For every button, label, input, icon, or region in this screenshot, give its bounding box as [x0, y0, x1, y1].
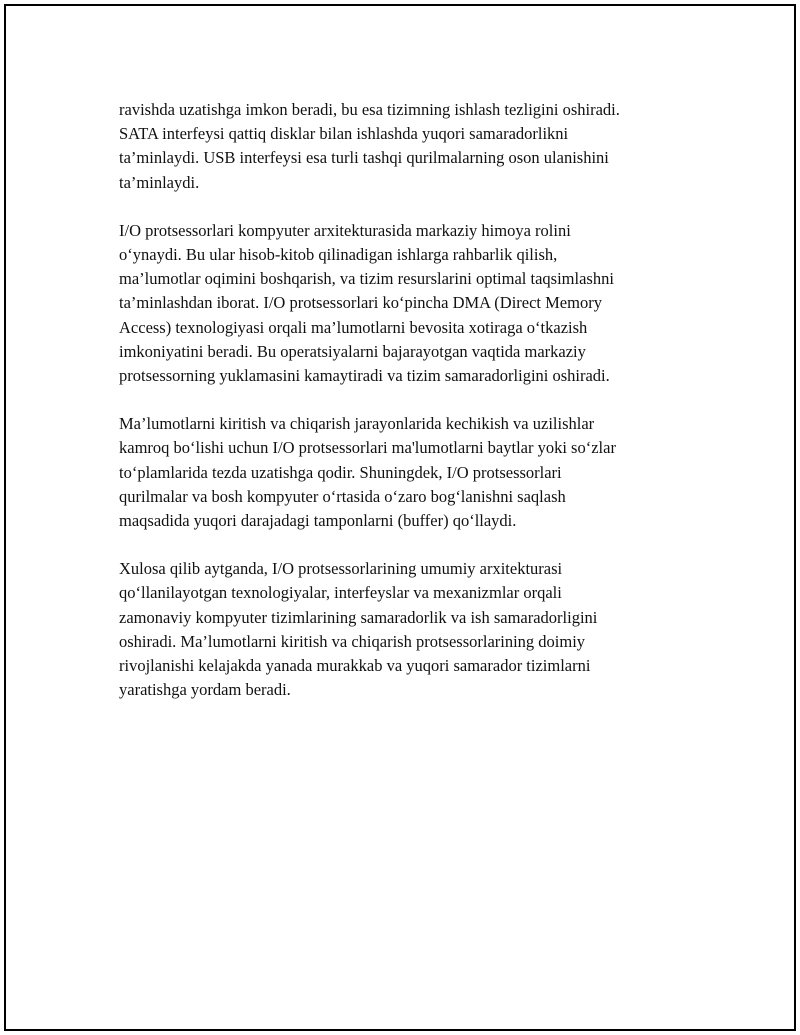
page-frame: [4, 4, 796, 1031]
text-line: oshiradi. Ma’lumotlarni kiritish va chiqarish protsessorlarining doimiy: [119, 631, 586, 651]
text-line: ta’minlashdan iborat. I/O protsessorlari ko‘pincha DMA (Direct Memory: [119, 293, 602, 313]
paragraph-2: [119, 219, 709, 388]
text-line: Access) texnologiyasi orqali ma’lumotlarni bevosita xotiraga o‘tkazish: [119, 317, 588, 337]
text-line: Ma’lumotlarni kiritish va chiqarish jarayonlarida kechikish va uzilishlar: [119, 414, 595, 434]
text-line: o‘ynaydi. Bu ular hisob-kitob qilinadigan ishlarga rahbarlik qilish,: [119, 245, 558, 265]
text-line: ravishda uzatishga imkon beradi, bu esa tizimning ishlash tezligini oshiradi.: [119, 100, 620, 119]
text-line: protsessorning yuklamasini kamaytiradi va tizim samaradorligini oshiradi.: [119, 366, 610, 386]
text-line: yaratishga yordam beradi.: [119, 680, 291, 700]
text-line: ma’lumotlar oqimini boshqarish, va tizim resurslarini optimal taqsimlashni: [119, 269, 614, 289]
text-line: qo‘llanilayotgan texnologiyalar, interfeyslar va mexanizmlar orqali: [119, 583, 562, 603]
text-line: imkoniyatini beradi. Bu operatsiyalarni bajarayotgan vaqtida markaziy: [119, 341, 586, 361]
text-line: to‘plamlarida tezda uzatishga qodir. Shuningdek, I/O protsessorlari: [119, 462, 562, 482]
text-line: rivojlanishi kelajakda yanada murakkab va yuqori samarador tizimlarni: [119, 656, 591, 676]
document-body: [119, 98, 709, 726]
text-line: zamonaviy kompyuter tizimlarining samaradorlik va ish samaradorligini: [119, 607, 598, 627]
text-line: ta’minlaydi. USB interfeysi esa turli tashqi qurilmalarning oson ulanishini: [119, 148, 609, 168]
paragraph-3: [119, 412, 709, 533]
paragraph-4: [119, 557, 709, 702]
text-line: maqsadida yuqori darajadagi tamponlarni (buffer) qo‘llaydi.: [119, 511, 517, 531]
text-line: Xulosa qilib aytganda, I/O protsessorlarining umumiy arxitekturasi: [119, 559, 563, 579]
text-line: kamroq bo‘lishi uchun I/O protsessorlari ma'lumotlarni baytlar yoki so‘zlar: [119, 438, 616, 458]
paragraph-1: [119, 98, 709, 195]
text-line: I/O protsessorlari kompyuter arxitekturasida markaziy himoya rolini: [119, 220, 571, 240]
text-line: ta’minlaydi.: [119, 172, 200, 192]
text-line: SATA interfeysi qattiq disklar bilan ishlashda yuqori samaradorlikni: [119, 124, 569, 144]
text-line: qurilmalar va bosh kompyuter o‘rtasida o‘zaro bog‘lanishni saqlash: [119, 486, 566, 506]
